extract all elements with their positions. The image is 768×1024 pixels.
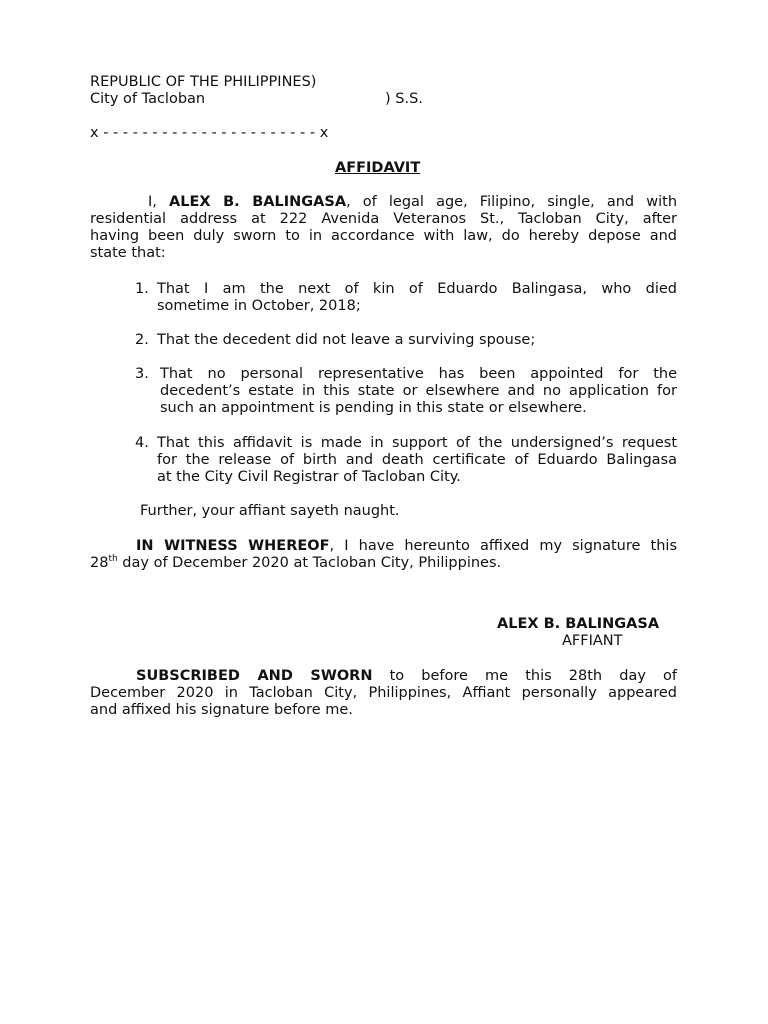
caption-separator: x - - - - - - - - - - - - - - - - - - - - - - x [90, 125, 329, 141]
item-2-number: 2. [135, 332, 149, 348]
item-3-number: 3. [135, 366, 149, 382]
item-2-line-1: That the decedent did not leave a surviving spouse; [157, 332, 536, 348]
document-title: AFFIDAVIT [335, 160, 421, 176]
item-3-line-1: That no personal representative has been appointed for the [160, 366, 677, 382]
jurat-line-2: December 2020 in Tacloban City, Philippines, Affiant personally appeared [90, 685, 677, 701]
affiant-name-inline: ALEX B. BALINGASA [169, 194, 347, 210]
intro-line-1 [90, 194, 677, 211]
item-4-line-3: at the City Civil Registrar of Tacloban City. [157, 469, 461, 485]
item-3-line-3: such an appointment is pending in this state or elsewhere. [160, 400, 587, 416]
further-statement: Further, your affiant sayeth naught. [140, 503, 400, 519]
item-4-line-2: for the release of birth and death certificate of Eduardo Balingasa [157, 452, 677, 468]
item-4-number: 4. [135, 435, 149, 451]
signature-role: AFFIANT [562, 633, 623, 649]
jurat-line-1 [90, 668, 677, 685]
intro-pre: I, [148, 194, 170, 210]
intro-line-3: having been duly sworn to in accordance with law, do hereby depose and [90, 228, 677, 244]
caption-city: City of Tacloban [90, 91, 206, 107]
witness-day-suffix: th [108, 554, 118, 564]
jurat-line-1-text: to before me this 28th day of [372, 668, 677, 684]
item-1-line-2: sometime in October, 2018; [157, 298, 361, 314]
item-4-line-1: That this affidavit is made in support of the undersigned’s request [157, 435, 677, 451]
item-1-line-1: That I am the next of kin of Eduardo Balingasa, who died [157, 281, 677, 297]
witness-day: 28 [90, 555, 109, 571]
witness-line-2-text: day of December 2020 at Tacloban City, Philippines. [117, 555, 502, 571]
caption-ss: ) S.S. [385, 91, 423, 107]
jurat-line-3: and affixed his signature before me. [90, 702, 353, 718]
witness-line-2 [90, 555, 501, 572]
jurat-bold: SUBSCRIBED AND SWORN [136, 668, 373, 684]
item-3-line-2: decedent’s estate in this state or elsewhere and no application for [160, 383, 677, 399]
item-1-number: 1. [135, 281, 149, 297]
caption-republic: REPUBLIC OF THE PHILIPPINES) [90, 74, 317, 90]
intro-line-4: state that: [90, 245, 166, 261]
intro-line-1-text: , of legal age, Filipino, single, and with [346, 194, 678, 210]
witness-line-1-text: , I have hereunto affixed my signature this [329, 538, 677, 554]
signature-name: ALEX B. BALINGASA [497, 616, 660, 632]
witness-line-1 [90, 538, 677, 555]
witness-bold: IN WITNESS WHEREOF [136, 538, 330, 554]
intro-line-2: residential address at 222 Avenida Veteranos St., Tacloban City, after [90, 211, 677, 227]
